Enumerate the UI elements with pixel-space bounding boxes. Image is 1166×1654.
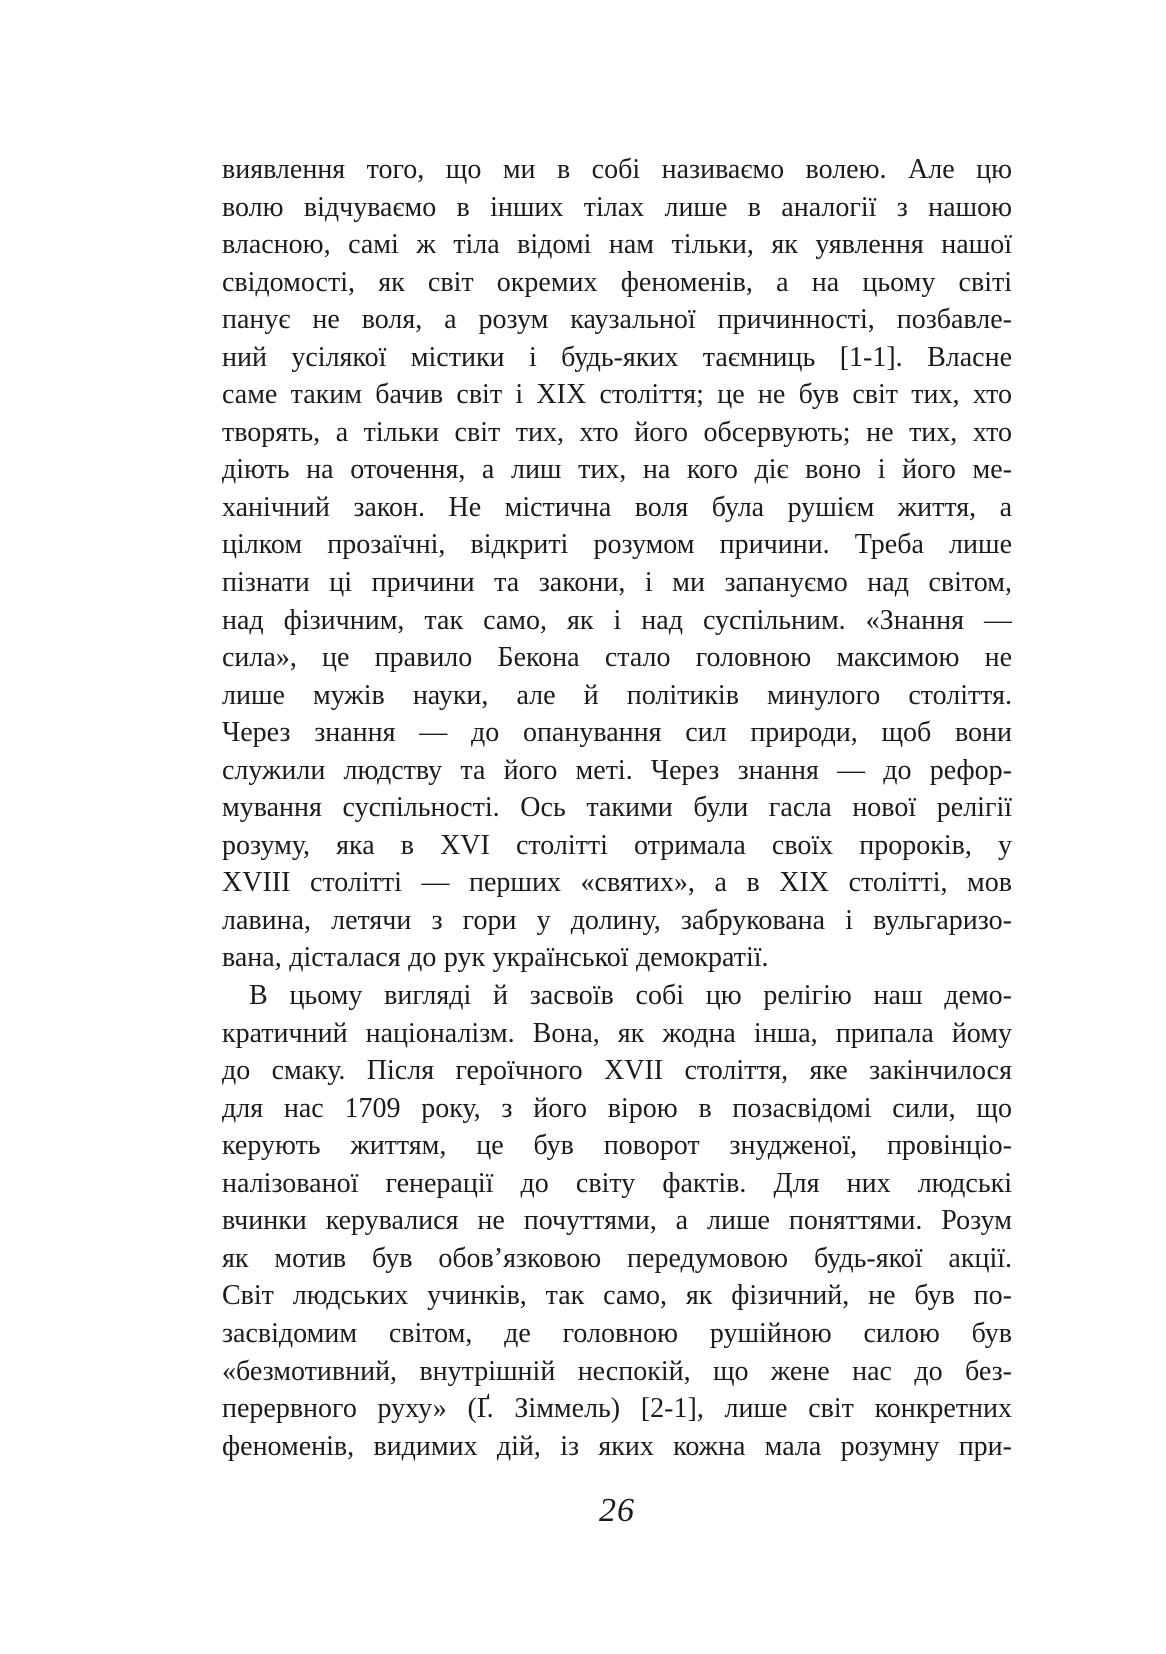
text-line: виявлення того, що ми в собі називаємо волею. Але цю [222, 154, 1012, 185]
text-line: творять, а тільки світ тих, хто його обсервують; не тих, хто [222, 416, 1012, 448]
text-line: саме таким бачив світ і XIX століття; це не був світ тих, хто [222, 379, 1012, 411]
text-line: керують життям, це був поворот знудженої, провінціо- [222, 1130, 1012, 1162]
text-line: як мотив був обов’язковою передумовою будь-якої акції. [222, 1242, 1012, 1274]
page-number: 26 [599, 1492, 635, 1529]
text-line: діють на оточення, а лиш тих, на кого діє воно і його ме- [222, 454, 1012, 486]
text-line: для нас 1709 року, з його вірою в позасвідомі сили, що [222, 1092, 1012, 1124]
paragraph [222, 151, 1012, 977]
paragraph [222, 977, 1012, 1465]
text-line: ний усілякої містики і будь-яких таємниць [1-1]. Власне [222, 341, 1012, 373]
text-line: Через знання — до опанування сил природи, щоб вони [222, 717, 1012, 749]
text-line: ханічний закон. Не містична воля була рушієм життя, а [222, 491, 1012, 523]
text-line: вчинки керувалися не почуттями, а лише поняттями. Розум [222, 1205, 1012, 1237]
text-line: перервного руху» (Ґ. Зіммель) [2-1], лише світ конкретних [222, 1393, 1012, 1425]
text-line: сила», це правило Бекона стало головною максимою не [222, 642, 1012, 674]
text-line: лавина, летячи з гори у долину, забрукована і вульгаризо- [222, 904, 1012, 936]
text-line: лише мужів науки, але й політиків минулого століття. [222, 679, 1012, 711]
body-text [222, 151, 1012, 1465]
text-line: мування суспільності. Ось такими були гасла нової релігії [222, 792, 1012, 824]
text-line: панує не воля, а розум каузальної причинності, позбавле- [222, 304, 1012, 336]
text-line: власною, самі ж тіла відомі нам тільки, як уявлення нашої [222, 229, 1012, 261]
text-line: феноменів, видимих дій, із яких кожна мала розумну при- [222, 1430, 1012, 1462]
text-line: волю відчуваємо в інших тілах лише в аналогії з нашою [222, 191, 1012, 223]
text-line: свідомості, як світ окремих феноменів, а на цьому світі [222, 266, 1012, 298]
text-line: вана, дісталася до рук української демократії. [222, 942, 769, 974]
text-line: кратичний націоналізм. Вона, як жодна інша, припала йому [222, 1017, 1012, 1049]
text-line: служили людству та його меті. Через знання — до рефор- [222, 754, 1012, 786]
text-line: В цьому вигляді й засвоїв собі цю релігію наш демо- [249, 980, 1012, 1012]
text-line: Світ людських учинків, так само, як фізичний, не був по- [222, 1280, 1012, 1312]
text-line: до смаку. Після героїчного XVII століття, яке закінчилося [222, 1055, 1012, 1087]
text-line: «безмотивний, внутрішній неспокій, що жене нас до без- [222, 1355, 1012, 1387]
text-line: XVIII столітті — перших «святих», а в XIX столітті, мов [222, 867, 1012, 899]
text-line: над фізичним, так само, як і над суспільним. «Знання — [222, 604, 1012, 636]
text-line: пізнати ці причини та закони, і ми запануємо над світом, [222, 567, 1012, 599]
text-line: цілком прозаїчні, відкриті розумом причини. Треба лише [222, 529, 1012, 561]
text-line: засвідомим світом, де головною рушійною силою був [222, 1317, 1012, 1349]
text-line: налізованої генерації до світу фактів. Для них людські [222, 1167, 1012, 1199]
text-line: розуму, яка в XVI столітті отримала своїх пророків, у [222, 829, 1012, 861]
